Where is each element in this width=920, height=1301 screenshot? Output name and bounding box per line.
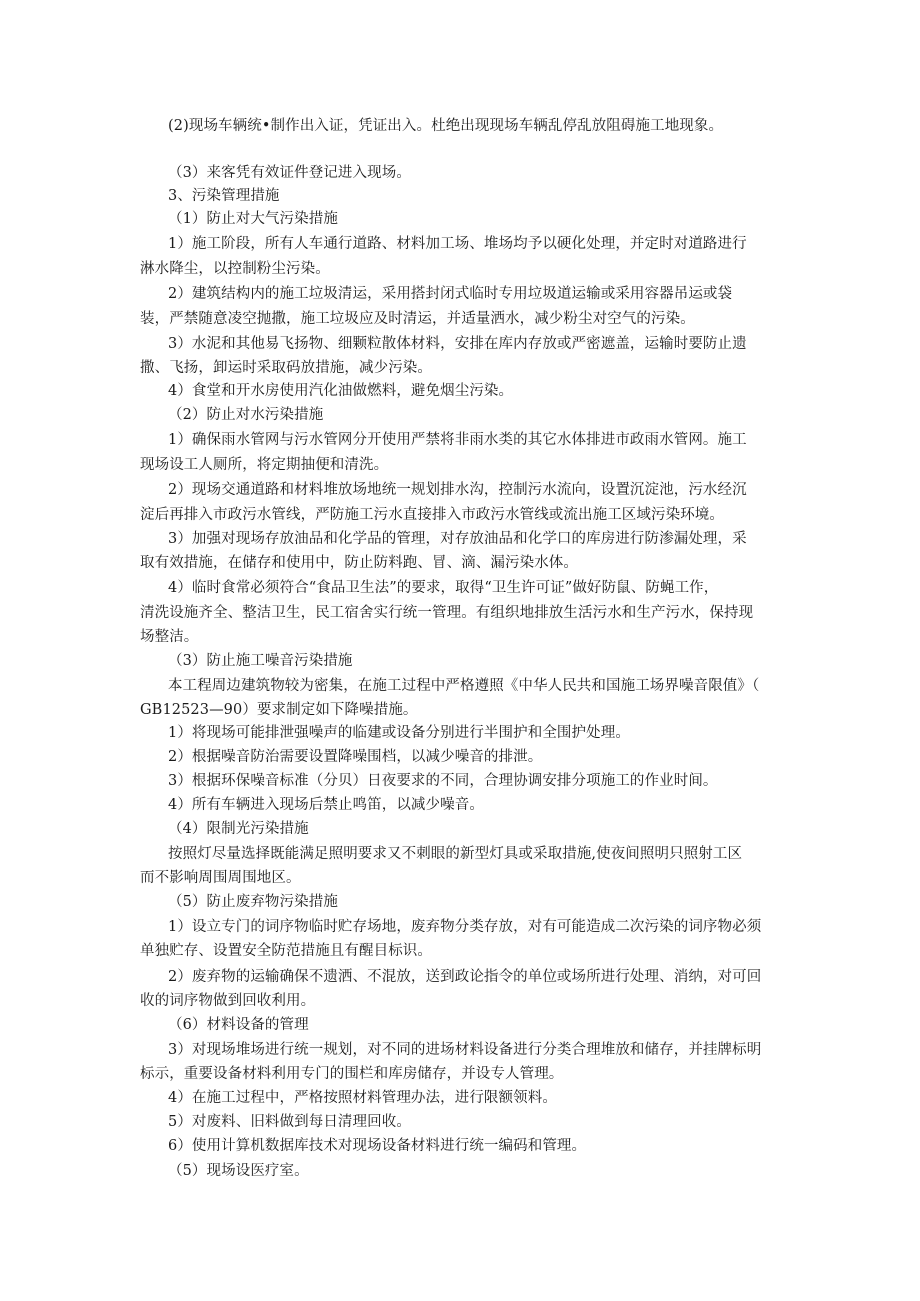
text-line: （4）限制光污染措施: [168, 821, 309, 837]
text-line: 6）使用计算机数据库技术对现场设备材料进行统一编码和管理。: [168, 1138, 587, 1154]
text-line: （2）防止对水污染措施: [168, 407, 324, 423]
text-line: 本工程周边建筑物较为密集，在施工过程中严格遵照《中华人民共和国施工场界噪音限值》（: [168, 678, 760, 694]
text-line: 现场设工人厕所，将定期抽便和清洗。: [140, 457, 389, 473]
text-line: 淀后再排入市政污水管线，严防施工污水直接排入市政污水管线或流出施工区域污染环境。: [140, 507, 724, 523]
text-line: 标示，重要设备材料利用专门的围栏和库房储存，并设专人管理。: [140, 1066, 564, 1082]
text-line: 撒、飞扬，卸运时采取码放措施，减少污染。: [140, 360, 432, 376]
text-line: 3）水泥和其他易飞扬物、细颗粒散体材料，安排在库内存放或严密遮盖，运输时要防止遗: [168, 336, 747, 352]
text-line: 1）设立专门的词序物临时贮存场地，废弃物分类存放，对有可能造成二次污染的词序物必须: [168, 919, 762, 935]
text-line: 1）确保雨水管网与污水管网分开使用严禁将非雨水类的其它水体排进市政雨水管网。施工: [168, 432, 747, 448]
text-line: 3）根据环保噪音标准（分贝）日夜要求的不同，合理协调安排分项施工的作业时间。: [168, 773, 718, 789]
text-line: 取有效措施，在储存和使用中，防止防料跑、冒、滴、漏污染水体。: [140, 555, 578, 571]
text-line: 清洗设施齐全、整洁卫生，民工宿舍实行统一管理。有组织地排放生活污水和生产污水，保持现: [140, 605, 754, 621]
text-line: （6）材料设备的管理: [168, 1017, 309, 1033]
text-line: (2)现场车辆统•制作出入证，凭证出入。杜绝出现现场车辆乱停乱放阻碍施工地现象。: [168, 118, 724, 134]
text-line: 3）对现场堆场进行统一规划，对不同的进场材料设备进行分类合理堆放和储存，并挂牌标明: [168, 1042, 762, 1058]
text-line: （5）现场设医疗室。: [168, 1163, 309, 1179]
text-line: 5）对废料、旧料做到每日清理回收。: [168, 1114, 411, 1130]
text-line: （1）防止对大气污染措施: [168, 211, 338, 227]
text-line: 收的词序物做到回收利用。: [140, 993, 316, 1009]
text-line: 1）将现场可能排泄强噪声的临建或设备分别进行半围护和全围护处理。: [168, 725, 630, 741]
text-line: 2）根据噪音防治需要设置降噪围档，以减少噪音的排泄。: [168, 749, 543, 765]
text-line: （3）来客凭有效证件登记进入现场。: [168, 165, 411, 181]
text-line: 3）加强对现场存放油品和化学品的管理，对存放油品和化学口的库房进行防渗漏处理，采: [168, 531, 747, 547]
text-line: （3）防止施工噪音污染措施: [168, 653, 353, 669]
text-line: 3、污染管理措施: [168, 188, 280, 204]
text-line: 4）食堂和开水房使用汽化油做燃料，避免烟尘污染。: [168, 383, 514, 399]
text-line: 4）在施工过程中，严格按照材料管理办法，进行限额领料。: [168, 1090, 557, 1106]
text-line: （5）防止废弃物污染措施: [168, 894, 338, 910]
text-line: 单独贮存、设置安全防范措施且有醒目标识。: [140, 943, 432, 959]
text-line: 4）所有车辆进入现场后禁止鸣笛，以减少噪音。: [168, 797, 484, 813]
text-line: GB12523—90）要求制定如下降噪措施。: [140, 702, 418, 718]
text-line: 2）建筑结构内的施工垃圾清运，采用搭封闭式临时专用垃圾道运输或采用容器吊运或袋: [168, 286, 733, 302]
text-line: 淋水降尘，以控制粉尘污染。: [140, 261, 330, 277]
text-line: 而不影响周围周围地区。: [140, 870, 301, 886]
text-line: 2）现场交通道路和材料堆放场地统一规划排水沟，控制污水流向，设置沉淀池，污水经沉: [168, 482, 747, 498]
text-line: 装，严禁随意凌空抛撒，施工垃圾应及时清运，并适量洒水，减少粉尘对空气的污染。: [140, 311, 695, 327]
text-line: 2）废弃物的运输确保不遗洒、不混放，送到政论指令的单位或场所进行处理、消纳，对可回: [168, 969, 762, 985]
text-line: 4）临时食常必须符合“食品卫生法”的要求，取得“卫生许可证”做好防鼠、防蝇工作，: [168, 580, 719, 596]
text-line: 按照灯尽量选择既能满足照明要求又不刺眼的新型灯具或采取措施,使夜间照明只照射工区: [168, 846, 743, 862]
text-line: 场整洁。: [140, 629, 199, 645]
text-line: 1）施工阶段，所有人车通行道路、材料加工场、堆场均予以硬化处理，并定时对道路进行: [168, 236, 747, 252]
